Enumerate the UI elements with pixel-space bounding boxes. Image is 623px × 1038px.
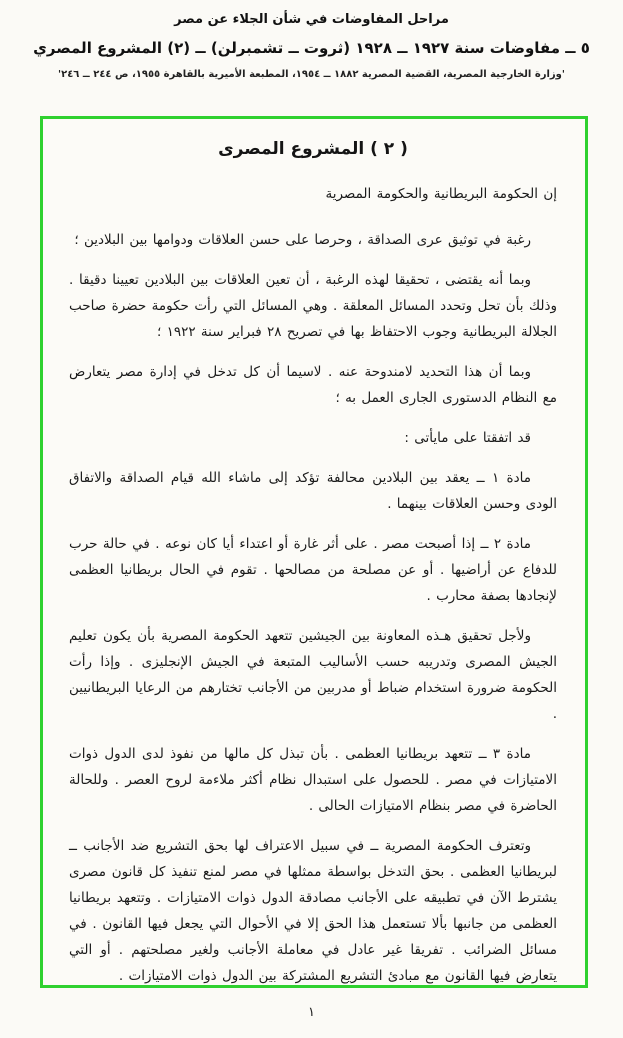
- header-title: مراحل المفاوضات في شأن الجلاء عن مصر: [174, 12, 449, 27]
- paragraph-no-interference: وبما أن هذا التحديد لامندوحة عنه . لاسيما أن كل تدخل في إدارة مصر يتعارض مع النظام الدستورى الجارى العمل به ؛: [69, 364, 557, 406]
- document-title: ( ٢ ) المشروع المصرى: [218, 139, 408, 159]
- paragraph-article-3: مادة ٣ ــ تتعهد بريطانيا العظمى . بأن تبذل كل مالها من نفوذ لدى الدول ذوات الامتيازات في مصر . للحصول على استبدال نظام أكثر ملاءمة لروح العصر . وللحالة الحاضرة في مصر بنظام الامتيازات الحالى .: [69, 746, 557, 814]
- document-header: [0, 0, 623, 80]
- paragraph-friendship-clause: رغبة في توثيق عرى الصداقة ، وحرصا على حسن العلاقات ودوامها بين البلادين ؛: [74, 232, 531, 248]
- header-subtitle: ٥ ــ مفاوضات سنة ١٩٢٧ ــ ١٩٢٨ (ثروت ــ تشمبرلن) ــ (٢) المشروع المصري: [33, 39, 590, 57]
- page-number: ١: [308, 1005, 315, 1020]
- header-source-citation: 'وزارة الخارجية المصرية، القضية المصرية ١٨٨٢ ــ ١٩٥٤، المطبعة الأميرية بالقاهرة ١٩٥٥، ص ٢٤٤ ــ ٢٤٦': [58, 69, 565, 80]
- paragraph-capitulations: وتعترف الحكومة المصرية ــ في سبيل الاعتراف لها بحق التشريع ضد الأجانب ــ لبريطانيا العظمى . بحق التدخل بواسطة ممثلها في مصر لمنع تنفيذ كل قانون مصرى يشترط الآن في تطبيقه على الأجانب مصادقة الدول ذوات الامتيازات . وتتعهد بريطانيا العظمى من جانبها بألا تستعمل هذا الحق إلا في الأحوال التي يجعل فيها القانون . في مسائل الضرائب . تفريقا غير عادل في معاملة الأجانب ولغير مصلحتهم . أو التي يتعارض فيها القانون مع مبادئ التشريع المشتركة بين الدول ذوات الامتيازات .: [69, 838, 557, 984]
- paragraph-article-1: مادة ١ ــ يعقد بين البلادين محالفة تؤكد إلى ماشاء الله قيام الصداقة والاتفاق الودى وحسن العلاقات بينهما .: [69, 470, 557, 512]
- paragraph-relations-definition: وبما أنه يقتضى ، تحقيقا لهذه الرغبة ، أن تعين العلاقات بين البلادين تعيينا دقيقا . وذلك بأن تحل وتحدد المسائل المعلقة . وهي المسائل التي رأت حكومة حضرة صاحب الجلالة البريطانية وجوب الاحتفاظ بها في تصريح ٢٨ فبراير سنة ١٩٢٢ ؛: [69, 272, 557, 340]
- paragraph-army-training: ولأجل تحقيق هـذه المعاونة بين الجيشين تتعهد الحكومة المصرية بأن يكون تعليم الجيش المصرى وتدريبه حسب الأساليب المتبعة في الجيش الإنجليزى . وإذا رأت الحكومة ضرورة استخدام ضباط أو مدربين من الأجانب تختارهم من الرعايا البريطانيين .: [69, 628, 557, 722]
- green-border-content-frame: [40, 116, 588, 988]
- paragraph-agreement-intro: قد اتفقتا على مايأتى :: [404, 430, 531, 446]
- paragraph-article-2: مادة ٢ ــ إذا أصبحت مصر . على أثر غارة أو اعتداء أيا كان نوعه . في حالة حرب للدفاع عن أراضيها . أو عن مصلحة من مصالحها . تقوم في الحال بريطانيا العظمى لإنجادها بصفة محارب .: [69, 536, 557, 604]
- paragraph-preamble: إن الحكومة البريطانية والحكومة المصرية: [325, 186, 557, 202]
